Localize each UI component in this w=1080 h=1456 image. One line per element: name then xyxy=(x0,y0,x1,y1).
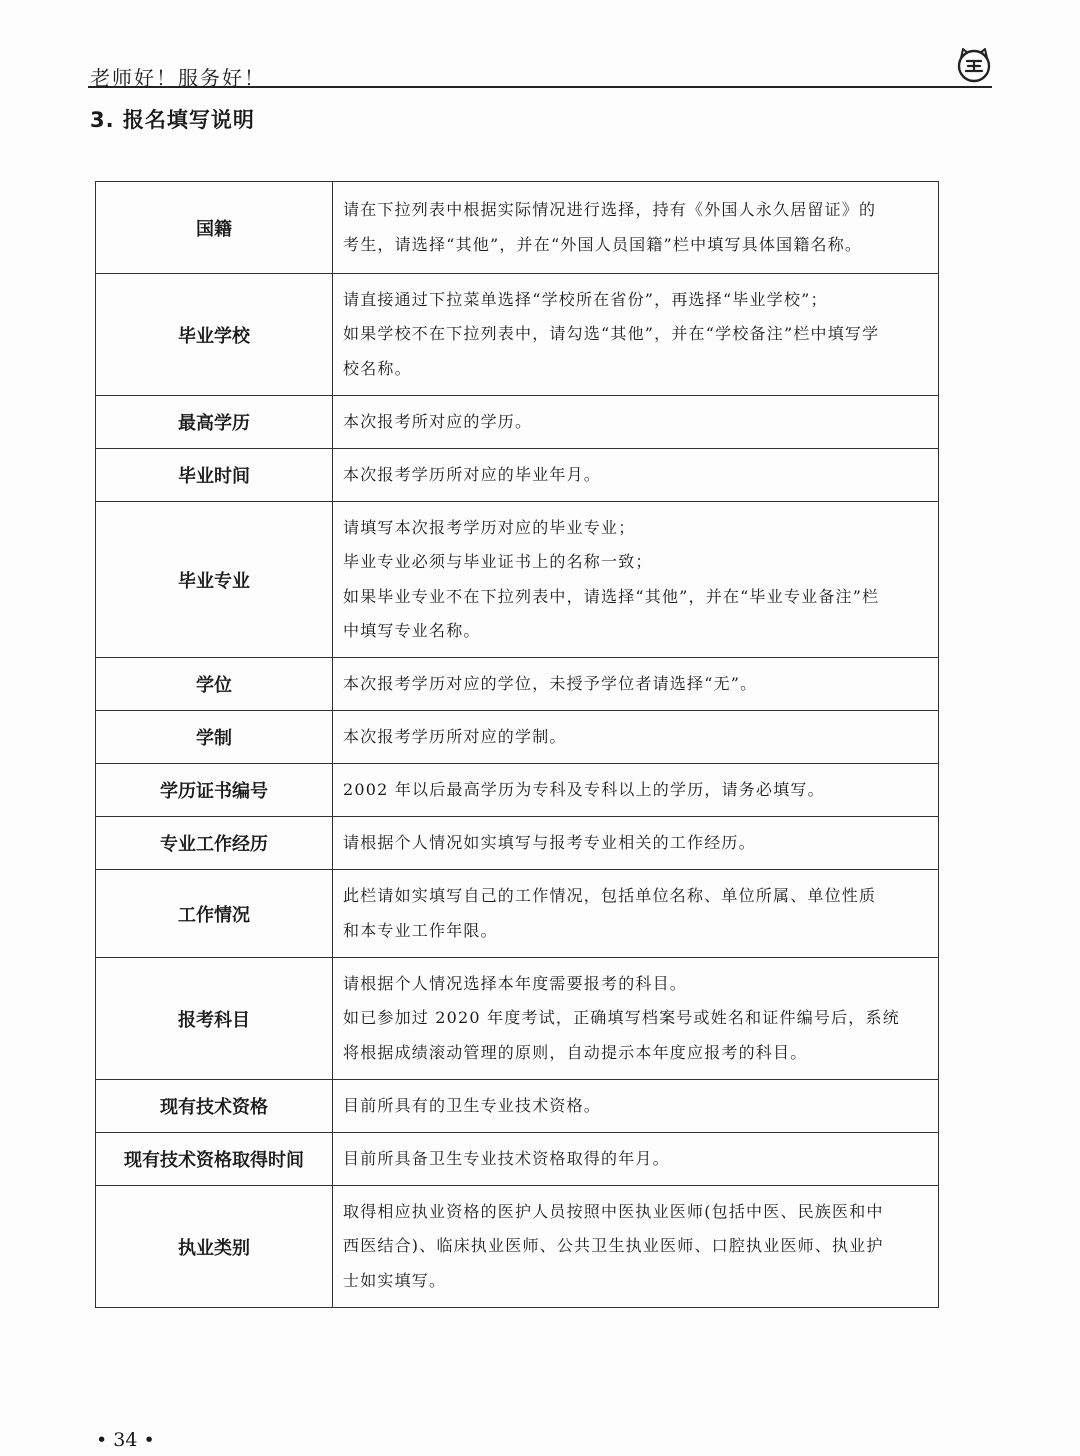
section-title: 3. 报名填写说明 xyxy=(90,108,255,132)
field-description xyxy=(333,396,939,449)
description-line: 校名称。 xyxy=(343,358,412,378)
table-row xyxy=(96,870,939,958)
field-label: 毕业学校 xyxy=(96,274,333,396)
description-line: 请根据个人情况选择本年度需要报考的科目。 xyxy=(343,973,688,993)
table-row xyxy=(96,1186,939,1308)
description-line: 目前所具有的卫生专业技术资格。 xyxy=(343,1095,602,1115)
field-label: 执业类别 xyxy=(96,1186,333,1308)
description-line: 此栏请如实填写自己的工作情况，包括单位名称、单位所属、单位性质 xyxy=(343,886,877,905)
table-row xyxy=(96,396,939,449)
table-row xyxy=(96,449,939,502)
description-line: 士如实填写。 xyxy=(343,1270,447,1290)
field-description xyxy=(333,817,939,870)
field-description xyxy=(333,1133,939,1186)
description-line: 本次报考学历所对应的学制。 xyxy=(343,726,567,746)
field-label: 学制 xyxy=(96,711,333,764)
description-line: 和本专业工作年限。 xyxy=(343,920,498,940)
table-row xyxy=(96,274,939,396)
description-line: 本次报考学历所对应的毕业年月。 xyxy=(343,464,602,484)
field-label: 国籍 xyxy=(96,182,333,274)
description-line: 取得相应执业资格的医护人员按照中医执业医师(包括中医、民族医和中 xyxy=(343,1201,884,1221)
description-line: 本次报考学历对应的学位，未授予学位者请选择“无”。 xyxy=(343,673,758,693)
description-line: 如已参加过 2020 年度考试，正确填写档案号或姓名和证件编号后，系统 xyxy=(343,1008,900,1028)
field-label: 学位 xyxy=(96,658,333,711)
field-description xyxy=(333,502,939,658)
registration-instructions-table xyxy=(95,181,939,1308)
field-label: 毕业专业 xyxy=(96,502,333,658)
table-row xyxy=(96,817,939,870)
description-line: 中填写专业名称。 xyxy=(343,621,481,640)
description-line: 毕业专业必须与毕业证书上的名称一致； xyxy=(343,552,653,571)
table-row xyxy=(96,958,939,1080)
field-label: 现有技术资格 xyxy=(96,1080,333,1133)
field-description xyxy=(333,764,939,817)
table-row xyxy=(96,658,939,711)
table-row xyxy=(96,1080,939,1133)
field-description xyxy=(333,658,939,711)
field-label: 报考科目 xyxy=(96,958,333,1080)
field-label: 最高学历 xyxy=(96,396,333,449)
header-slogan: 老师好！服务好！ xyxy=(90,66,266,90)
field-description xyxy=(333,870,939,958)
description-line: 请在下拉列表中根据实际情况进行选择，持有《外国人永久居留证》的 xyxy=(343,200,877,219)
table-row xyxy=(96,711,939,764)
field-description xyxy=(333,958,939,1080)
field-description xyxy=(333,1080,939,1133)
description-line: 如果学校不在下拉列表中，请勾选“其他”，并在“学校备注”栏中填写学 xyxy=(343,324,880,344)
field-description xyxy=(333,1186,939,1308)
description-line: 如果毕业专业不在下拉列表中，请选择“其他”，并在“毕业专业备注”栏 xyxy=(343,586,880,606)
description-line: 目前所具备卫生专业技术资格取得的年月。 xyxy=(343,1148,670,1168)
cartoon-face-logo-icon xyxy=(954,44,994,84)
description-line: 请根据个人情况如实填写与报考专业相关的工作经历。 xyxy=(343,832,756,852)
description-line: 将根据成绩滚动管理的原则，自动提示本年度应报考的科目。 xyxy=(343,1042,808,1062)
description-line: 2002 年以后最高学历为专科及专科以上的学历，请务必填写。 xyxy=(343,779,825,799)
description-line: 本次报考所对应的学历。 xyxy=(343,411,533,431)
description-line: 请直接通过下拉菜单选择“学校所在省份”，再选择“毕业学校”； xyxy=(343,289,828,309)
description-line: 西医结合)、临床执业医师、公共卫生执业医师、口腔执业医师、执业护 xyxy=(343,1236,884,1256)
description-line: 请填写本次报考学历对应的毕业专业； xyxy=(343,517,636,537)
field-description xyxy=(333,449,939,502)
field-label: 专业工作经历 xyxy=(96,817,333,870)
field-description xyxy=(333,274,939,396)
table-row xyxy=(96,182,939,274)
description-line: 考生，请选择“其他”，并在“外国人员国籍”栏中填写具体国籍名称。 xyxy=(343,234,863,254)
field-description xyxy=(333,182,939,274)
field-label: 工作情况 xyxy=(96,870,333,958)
page-header xyxy=(88,60,992,88)
field-label: 现有技术资格取得时间 xyxy=(96,1133,333,1186)
page-number: • 34 • xyxy=(96,1429,155,1451)
field-description xyxy=(333,711,939,764)
table-row xyxy=(96,502,939,658)
table-row xyxy=(96,764,939,817)
table-row xyxy=(96,1133,939,1186)
field-label: 学历证书编号 xyxy=(96,764,333,817)
field-label: 毕业时间 xyxy=(96,449,333,502)
